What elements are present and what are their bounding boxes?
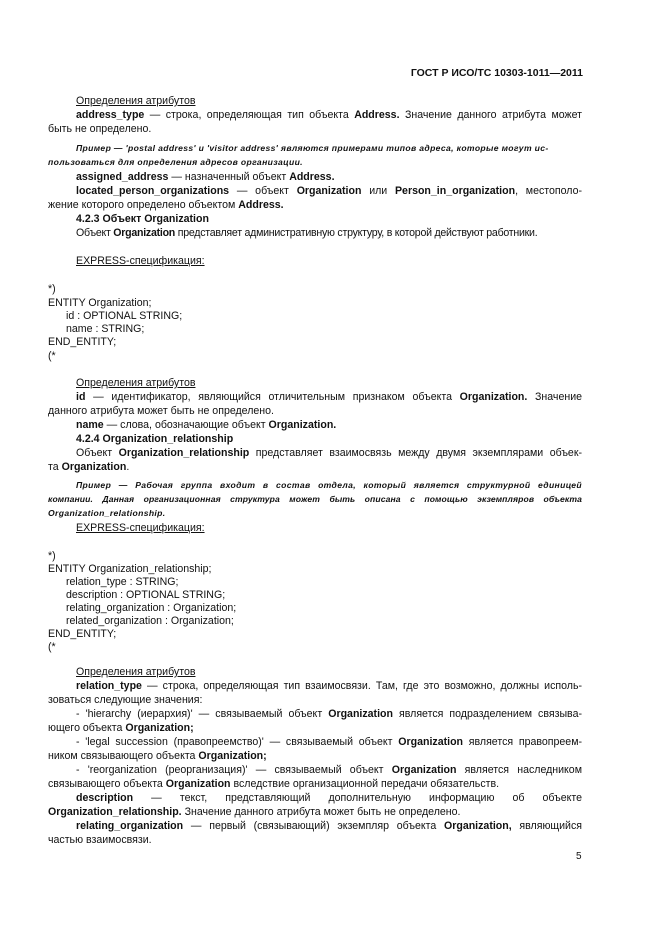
paragraph-line: address_type — строка, определяющая тип объекта Address. Значение данного атрибута может [76,109,582,121]
paragraph-line: relating_organization — первый (связывающий) экземпляр объекта Organization, являющийся [76,820,582,832]
paragraph-line: зоваться следующие значения: [48,694,203,706]
code-line: related_organization : Organization; [66,615,234,627]
section-heading-attributes: Определения атрибутов [76,95,196,107]
document-header: ГОСТ Р ИСО/ТС 10303-1011—2011 [410,67,583,79]
section-heading-attributes: Определения атрибутов [76,377,196,389]
code-line: END_ENTITY; [48,336,117,348]
code-line: ENTITY Organization; [48,297,152,309]
express-spec-heading: EXPRESS-спецификация: [76,255,205,267]
paragraph-line: данного атрибута может быть не определено. [48,405,274,417]
subsection-title: 4.2.4 Organization_relationship [76,433,234,445]
paragraph-line: Объект Organization представляет административную структуру, в которой действуют работники. [76,227,538,239]
code-line: name : STRING; [66,323,145,335]
code-line: description : OPTIONAL STRING; [66,589,226,601]
paragraph-line: description — текст, представляющий дополнительную информацию об объекте [76,792,582,804]
express-spec-heading: EXPRESS-спецификация: [76,522,205,534]
code-line: ENTITY Organization_relationship; [48,563,212,575]
list-item-line: ником связывающего объекта Organization; [48,750,267,762]
paragraph-line: та Organization. [48,461,130,473]
code-line: (* [48,350,56,362]
list-item-line: связывающего объекта Organization вследствие организационной передачи обязательств. [48,778,500,790]
code-line: (* [48,641,56,653]
paragraph-line: name — слова, обозначающие объект Organization. [76,419,337,431]
code-line: relating_organization : Organization; [66,602,237,614]
example-note-line: Organization_relationship. [48,508,166,518]
paragraph-line: Объект Organization_relationship представляет взаимосвязь между двумя экземплярами объек- [76,447,582,459]
paragraph-line: located_person_organizations — объект Organization или Person_in_organization, местополо- [76,185,582,197]
section-heading-attributes: Определения атрибутов [76,666,196,678]
paragraph-line: id — идентификатор, являющийся отличительным признаком объекта Organization. Значение [76,391,582,403]
paragraph-line: жение которого определено объектом Address. [48,199,284,211]
list-item-line: - 'hierarchy (иерархия)' — связываемый объект Organization является подразделением связыва- [76,708,582,720]
code-line: relation_type : STRING; [66,576,179,588]
page-number: 5 [576,851,582,862]
list-item-line: ющего объекта Organization; [48,722,194,734]
example-note-line: компании. Данная организационная структура может быть описана с помощью экземпляров объекта [48,494,582,504]
paragraph-line: быть не определено. [48,123,152,135]
paragraph-line: relation_type — строка, определяющая тип взаимосвязи. Там, где это возможно, должны исполь- [76,680,582,692]
code-line: *) [48,550,56,562]
paragraph-line: assigned_address — назначенный объект Address. [76,171,335,183]
subsection-title: 4.2.3 Объект Organization [76,213,209,225]
code-line: *) [48,283,56,295]
code-line: id : OPTIONAL STRING; [66,310,183,322]
example-note-line: Пример — 'postal address' и 'visitor address' являются примерами типов адреса, которые могут ис- [76,143,549,153]
code-line: END_ENTITY; [48,628,117,640]
paragraph-line: частью взаимосвязи. [48,834,152,846]
list-item-line: - 'legal succession (правопреемство)' — связываемый объект Organization является правопреем- [76,736,582,748]
paragraph-line: Organization_relationship. Значение данного атрибута может быть не определено. [48,806,461,818]
example-note-line: Пример — Рабочая группа входит в состав отдела, который является структурной единицей [76,480,582,490]
example-note-line: пользоваться для определения адресов организации. [48,157,303,167]
list-item-line: - 'reorganization (реорганизация)' — связываемый объект Organization является наследником [76,764,582,776]
